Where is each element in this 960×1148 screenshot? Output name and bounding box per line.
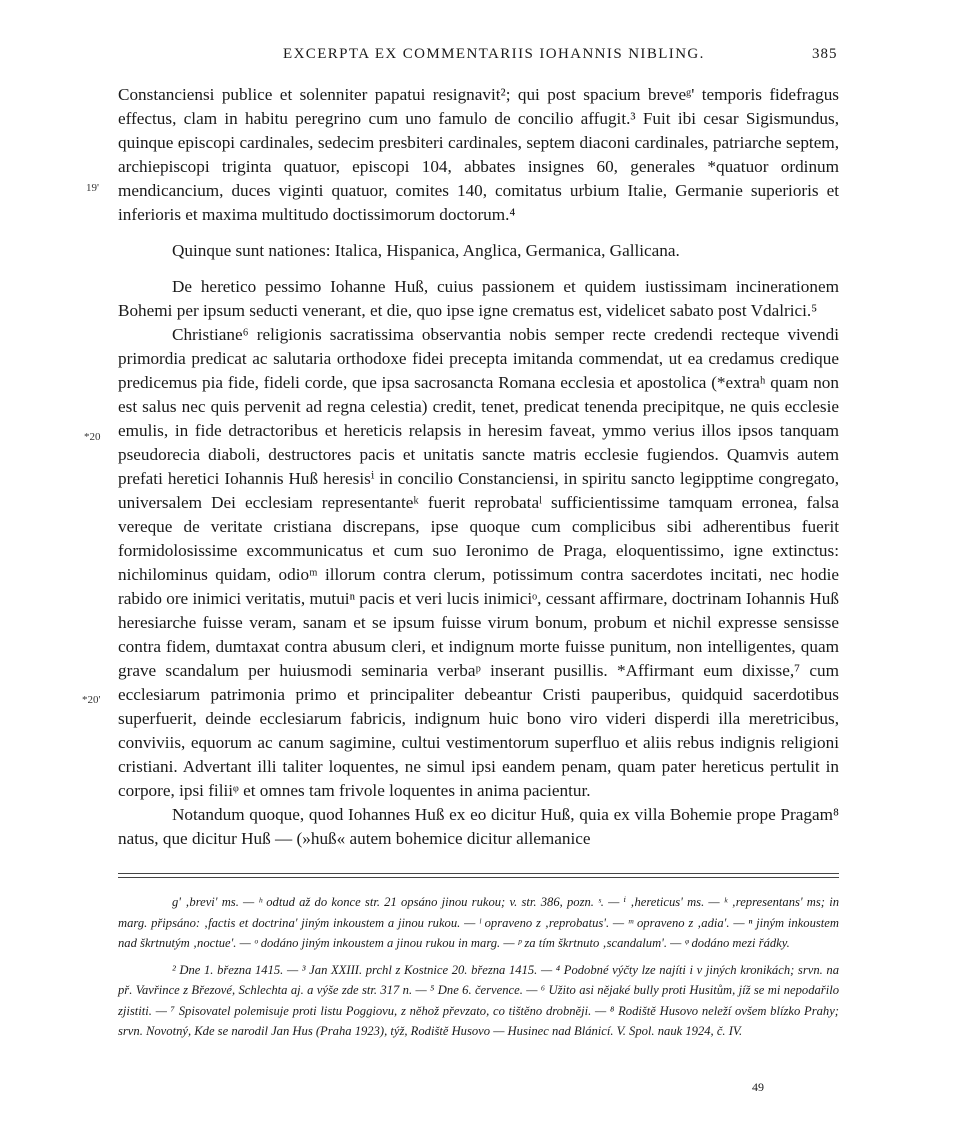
folio-number: 49 xyxy=(752,1080,764,1094)
main-text xyxy=(118,83,839,851)
footnotes xyxy=(118,892,839,1042)
footnotes-letter: g' ‚brevi' ms. — ʰ odtud až do konce str. 21 opsáno jinou rukou; v. str. 386, pozn. ˢ. — ⁱ ‚hereticus' ms. — ᵏ ‚representans' ms; in marg. připsáno: ‚factis et doctrina' jiným inkoustem a jinou rukou. — ˡ opraveno z ‚reprobatus'. — ᵐ opraveno z ‚adia'. — ⁿ jiným inkoustem nad škrtnutým ‚noctue'. — ᵒ dodáno jiným inkoustem a jinou rukou in marg. — ᵖ za tím škrtnuto ‚scandalum'. — ᵠ dodáno mezi řádky. xyxy=(118,895,839,950)
page-header xyxy=(0,46,960,72)
footnote-separator-second xyxy=(118,877,839,878)
running-head: EXCERPTA EX COMMENTARIIS IOHANNIS NIBLING. xyxy=(283,46,705,62)
margin-note-folio-20v: *20' xyxy=(82,694,101,706)
paragraph-nations: Quinque sunt nationes: Italica, Hispanica, Anglica, Germanica, Gallicana. xyxy=(172,241,680,260)
paragraph-resignation: Constanciensi publice et solenniter papatui resignavit²; qui post spacium breveᵍ' temporis fidefragus effectus, clam in habitu peregrino cum uno famulo de concilio affugit.³ Fuit ibi cesar Sigismundus, quinque episcopi cardinales, sedecim presbiteri cardinales, septem diaconi cardinales, patriarche septem, archiepiscopi triginta quatuor, episcopi 104, abbates insignes 60, generales *quatuor ordinum mendicancium, duces viginti quatuor, comites 140, comitatus urbium Italie, Germanie superioris et inferioris et maxima multitudo doctissimorum doctorum.⁴ xyxy=(118,85,839,224)
paragraph-notandum: Notandum quoque, quod Iohannes Huß ex eo dicitur Huß, quia ex villa Bohemie prope Pragam⁸ natus, que dicitur Huß — (»huß« autem bohemice dicitur allemanice xyxy=(118,805,839,848)
footnotes-numbered: ² Dne 1. března 1415. — ³ Jan XXIII. prchl z Kostnice 20. března 1415. — ⁴ Podobné výčty lze najíti i v jiných kronikách; srvn. na př. Vavřince z Březové, Schlechta aj. a výše zde str. 317 n. — ⁵ Dne 6. července. — ⁶ Užito asi nějaké bully proti Husitům, jíž se mi nepodařilo zjistiti. — ⁷ Spisovatel polemisuje proti listu Poggiovu, z něhož převzato, co tištěno drobněji. — ⁸ Rodiště Husovo neleží ovšem blízko Prahy; srvn. Novotný, Kde se narodil Jan Hus (Praha 1923), týž, Rodiště Husovo — Husinec nad Blánicí. V. Spol. nauk 1924, č. IV. xyxy=(118,962,839,1038)
footnote-separator xyxy=(118,873,839,874)
page-number: 385 xyxy=(812,46,838,62)
paragraph-christiane: Christiane⁶ religionis sacratissima observantia nobis semper recte credendi recteque vivendi primordia predicat ac salutaria orthodoxe fidei precepta imitanda commendat, ut ea credamus credique predicemus pia fide, fideli corde, que ipsa sacrosancta Romana ecclesia et apostolica (*extraʰ quam non est salus nec quis pervenit ad regna celestia) credit, tenet, predicat tenenda precipitque, ne quis ecclesie emulis, in fide detractoribus et hereticis relapsis in heresim faveat, ymmo verius illos ipsos tanquam pseudorecia diaboli, destructores pacis et unitatis sancte matris ecclesie fugiendos. Quamvis autem prefati heretici Iohannis Huß heresisⁱ in concilio Constanciensi, in spiritu sancto legipptime congregato, universalem Dei ecclesiam representanteᵏ fuerit reprobataˡ sufficientissime tamquam erronea, falsa vereque de veritate cristiana discrepans, ipse quoque cum complicibus sibi adherentibus fuerit formidolosissime excommunicatus et cum suo Ieronimo de Praga, eloquentissimo, igne extinctus: nichilominus quidam, odioᵐ illorum contra clerum, potissimum contra sacerdotes incitati, nec hodie rabido ore inimici veritatis, mutuiⁿ pacis et veri lucis inimiciᵒ, cessant affirmare, doctrinam Iohannis Huß heresiarche fuisse veram, sanam et se ipsum fuisse virum bonum, probum et nichil expresse sensisse contra fidem, dumtaxat contra abusum cleri, et indignum morte fuisse punitum, non intelligentes, quam grave scandalum per huiusmodi seminaria verbaᵖ inserant pusillis. *Affirmant eum dixisse,⁷ cum ecclesiarum patrimonia primo et principaliter debeantur Cristi pauperibus, quidquid sacerdotibus superfuerit, deinde ecclesiarum fabricis, indignum huic bono viro videri disperdi illa meretricibus, conviviis, equorum ac canum sagimine, cultui vestimentorum superfluo et aliis rebus indignis religioni cristiani. Advertant illi taliter loquentes, ne simul ipsi eandem penam, quam pater hereticus pertulit in corpore, ipsi filiiᵠ et omnes tam frivole loquentes in anima pacientur. xyxy=(118,325,839,800)
margin-note-folio-19v: 19' xyxy=(86,182,99,194)
margin-note-folio-20: *20 xyxy=(84,431,101,443)
paragraph-heading-huss: De heretico pessimo Iohanne Huß, cuius passionem et quidem iustissimam incinerationem Bohemi per ipsum seducti venerant, et die, quo ipse igne crematus est, videlicet sabato post Vdalrici.⁵ xyxy=(118,277,839,320)
